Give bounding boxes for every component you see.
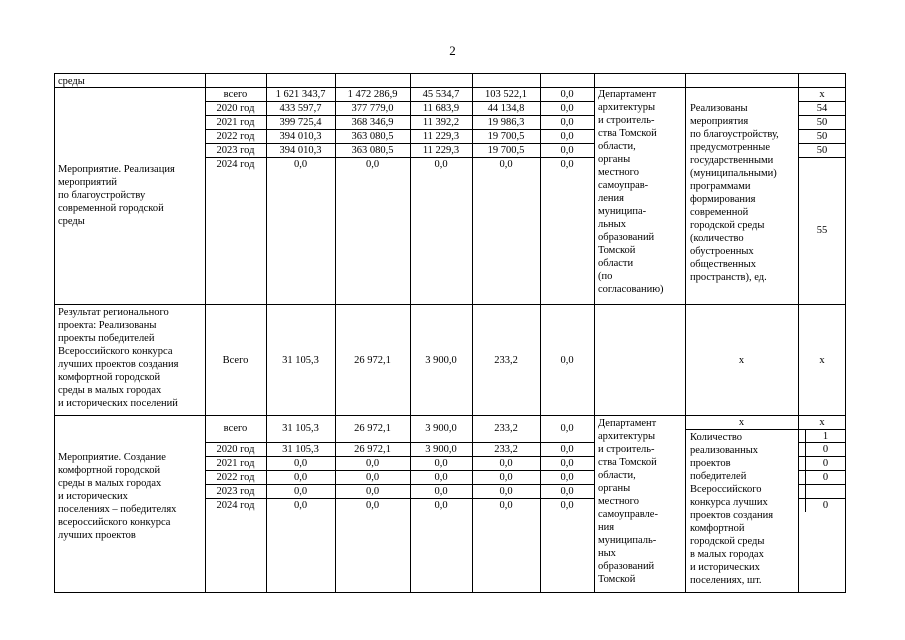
column-divider xyxy=(685,73,686,593)
indicator-value: 50 xyxy=(816,131,828,142)
other-cell: 0,0 xyxy=(560,145,574,156)
year-cell: 2022 год xyxy=(216,472,255,483)
row-divider xyxy=(54,304,846,305)
regional-cell: 11 683,9 xyxy=(422,103,460,114)
regional-cell: 3 900,0 xyxy=(425,423,457,434)
indicator-value: х xyxy=(819,417,825,428)
other-cell: 0,0 xyxy=(560,444,574,455)
other-cell: 0,0 xyxy=(560,423,574,434)
other-cell: 0,0 xyxy=(560,103,574,114)
indicator-value: 55 xyxy=(816,225,828,236)
indicator-text: Количество реализованных проектов победителей Всероссийского конкурса лучших проектов создания комфортной городской среды в малых городах и исторических поселениях, шт. xyxy=(690,432,774,586)
year-cell: 2023 год xyxy=(216,486,255,497)
year-cell: 2024 год xyxy=(216,159,255,170)
regional-cell: 0,0 xyxy=(434,159,448,170)
federal-cell: 26 972,1 xyxy=(354,423,391,434)
regional-cell: 11 392,2 xyxy=(422,117,460,128)
total-cell: 31 105,3 xyxy=(282,355,319,366)
header-row-label: среды xyxy=(58,76,85,87)
activity-label: Мероприятие. Реализация мероприятий по благоустройству современной городской среды xyxy=(58,164,175,227)
total-cell: 394 010,3 xyxy=(279,145,322,156)
year-cell: 2022 год xyxy=(216,131,255,142)
regional-cell: 3 900,0 xyxy=(425,444,457,455)
other-cell: 0,0 xyxy=(560,89,574,100)
regional-cell: 0,0 xyxy=(434,486,448,497)
total-cell: 0,0 xyxy=(293,472,308,483)
regional-cell: 11 229,3 xyxy=(422,145,460,156)
other-cell: 0,0 xyxy=(560,500,574,511)
local-cell: 19 700,5 xyxy=(487,131,525,142)
year-cell: всего xyxy=(223,89,248,100)
year-cell: 2023 год xyxy=(216,145,255,156)
result-label: Результат регионального проекта: Реализованы проекты победителей Всероссийского конкурса лучших проектов создания комфортной городской среды в малых городах и исторических поселений xyxy=(58,307,179,409)
federal-cell: 0,0 xyxy=(365,472,380,483)
local-cell: 0,0 xyxy=(499,472,513,483)
indicator-text: х xyxy=(738,355,745,366)
indicator-value: 50 xyxy=(816,145,828,156)
local-cell: 19 986,3 xyxy=(487,117,525,128)
local-cell: 233,2 xyxy=(494,355,518,366)
local-cell: 0,0 xyxy=(499,500,513,511)
activity-label: Мероприятие. Создание комфортной городской среды в малых городах и исторических поселениях – победителях всероссийского конкурса лучших проектов xyxy=(58,452,177,541)
federal-cell: 363 080,5 xyxy=(351,131,394,142)
regional-cell: 0,0 xyxy=(434,472,448,483)
total-cell: 394 010,3 xyxy=(279,131,322,142)
federal-cell: 0,0 xyxy=(365,159,380,170)
local-cell: 44 134,8 xyxy=(487,103,525,114)
regional-cell: 0,0 xyxy=(434,458,448,469)
other-cell: 0,0 xyxy=(560,117,574,128)
federal-cell: 0,0 xyxy=(365,500,380,511)
other-cell: 0,0 xyxy=(560,472,574,483)
total-cell: 0,0 xyxy=(293,500,308,511)
other-cell: 0,0 xyxy=(560,486,574,497)
total-cell: 31 105,3 xyxy=(282,444,319,455)
local-cell: 0,0 xyxy=(499,486,513,497)
total-cell: 0,0 xyxy=(293,486,308,497)
page-number: 2 xyxy=(449,43,456,58)
year-cell: 2024 год xyxy=(216,500,255,511)
other-cell: 0,0 xyxy=(560,458,574,469)
regional-cell: 3 900,0 xyxy=(425,355,457,366)
indicator-value: 0 xyxy=(822,458,829,469)
federal-cell: 377 779,0 xyxy=(351,103,394,114)
indicator-value: 0 xyxy=(822,472,829,483)
total-cell: 1 621 343,7 xyxy=(275,89,326,100)
executor-text: Департамент архитектуры и строитель- ства Томской области, органы местного самоуправ- ления муниципа- льных образований Томской области (по согласованию) xyxy=(598,89,664,295)
regional-cell: 45 534,7 xyxy=(422,89,460,100)
indicator-value: х xyxy=(819,89,825,100)
local-cell: 0,0 xyxy=(499,159,513,170)
indicator-value: 54 xyxy=(816,103,828,114)
year-cell: 2021 год xyxy=(216,117,255,128)
indicator-value: 0 xyxy=(822,444,829,455)
federal-cell: 0,0 xyxy=(365,486,380,497)
other-cell: 0,0 xyxy=(560,355,574,366)
year-cell: 2020 год xyxy=(216,444,255,455)
year-cell: Всего xyxy=(222,355,249,366)
column-divider xyxy=(594,73,595,593)
other-cell: 0,0 xyxy=(560,159,574,170)
other-cell: 0,0 xyxy=(560,131,574,142)
federal-cell: 368 346,9 xyxy=(351,117,394,128)
total-cell: 399 725,4 xyxy=(279,117,322,128)
indicator-value: 50 xyxy=(816,117,828,128)
total-cell: 0,0 xyxy=(293,159,308,170)
indicator-value: 0 xyxy=(822,500,829,511)
federal-cell: 26 972,1 xyxy=(354,355,391,366)
regional-cell: 11 229,3 xyxy=(422,131,460,142)
indicator-header: х xyxy=(738,417,745,428)
total-cell: 433 597,7 xyxy=(279,103,322,114)
indicator-text: Реализованы мероприятия по благоустройству, предусмотренные государственными (муниципальными) программами формирования современной городской среды (количество обустроенных общественных пространств), ед. xyxy=(690,103,779,283)
local-cell: 103 522,1 xyxy=(485,89,527,100)
local-cell: 233,2 xyxy=(494,444,518,455)
federal-cell: 363 080,5 xyxy=(351,145,394,156)
local-cell: 233,2 xyxy=(494,423,518,434)
federal-cell: 0,0 xyxy=(365,458,380,469)
year-cell: 2021 год xyxy=(216,458,255,469)
federal-cell: 1 472 286,9 xyxy=(347,89,398,100)
regional-cell: 0,0 xyxy=(434,500,448,511)
total-cell: 0,0 xyxy=(293,458,308,469)
year-cell: 2020 год xyxy=(216,103,255,114)
local-cell: 19 700,5 xyxy=(487,145,525,156)
local-cell: 0,0 xyxy=(499,458,513,469)
row-divider xyxy=(798,157,846,158)
year-cell: всего xyxy=(223,423,248,434)
indicator-value: х xyxy=(819,355,825,366)
executor-text: Департамент архитектуры и строитель- ства Томской области, органы местного самоуправле- ния муниципаль- ных образований Томской xyxy=(598,418,658,585)
indicator-value: 1 xyxy=(822,431,829,442)
federal-cell: 26 972,1 xyxy=(354,444,391,455)
total-cell: 31 105,3 xyxy=(282,423,319,434)
